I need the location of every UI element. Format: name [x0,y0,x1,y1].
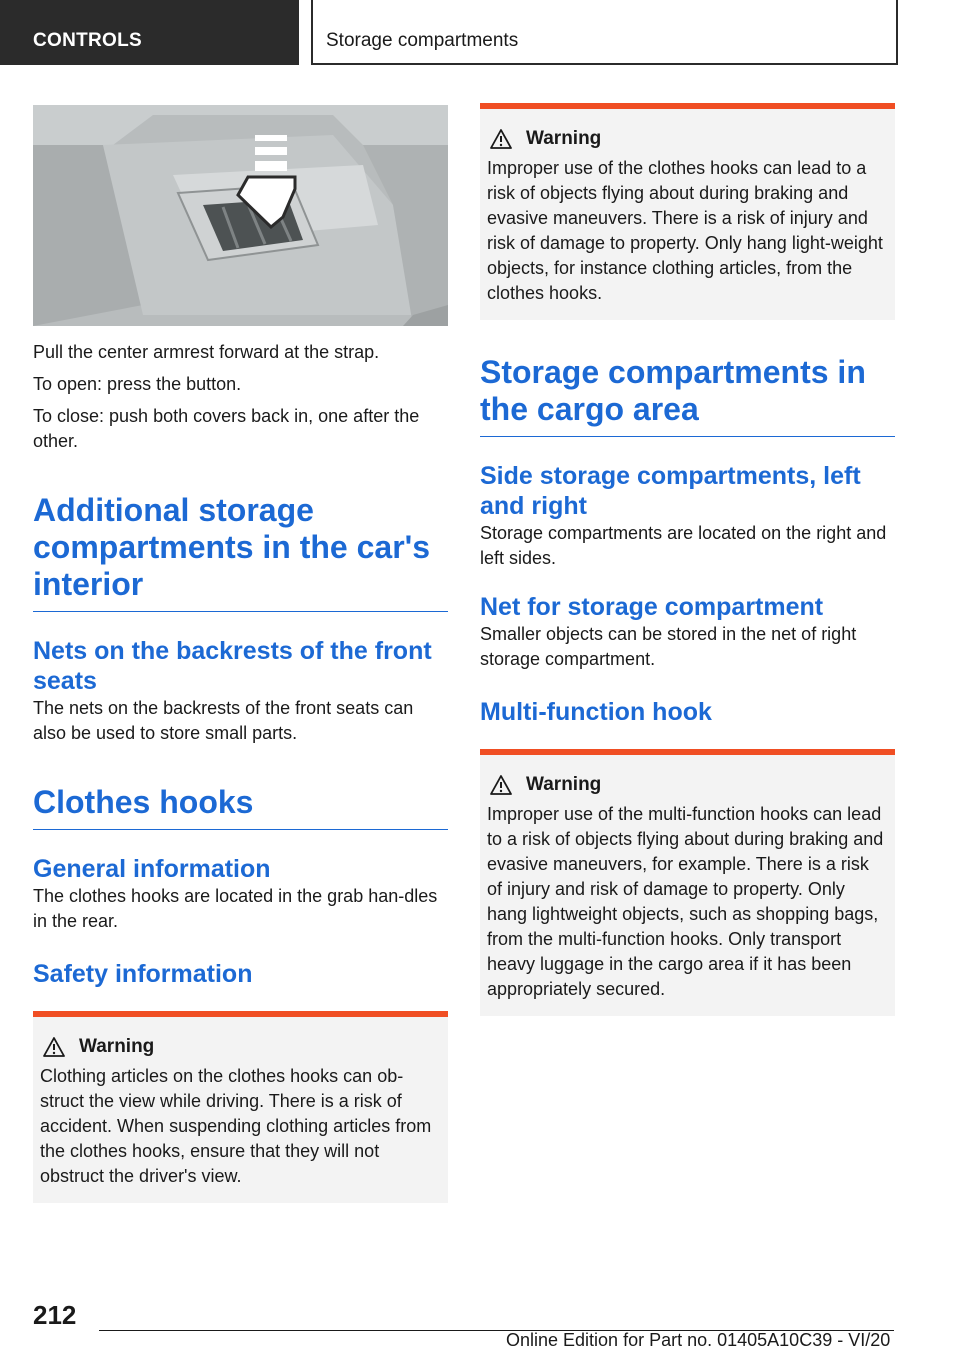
heading-cargo-area-storage: Storage compartments in the cargo area [480,354,895,437]
right-column [480,103,895,1016]
heading-safety-information: Safety information [33,960,253,988]
warning-triangle-icon [490,129,512,149]
section-title: CONTROLS [33,30,143,51]
heading-side-storage: Side storage compartments, left and right [480,462,861,520]
armrest-instruction: Pull the center armrest forward at the strap. [33,342,380,362]
warning-text: Improper use of the multi-function hooks can lead to a risk of objects flying about during braking and evasive maneuvers, for example. There is a risk of injury and risk of damage to property. Only hang lightweight objects, such as shopping bags, from the multi-function hooks. Only transport heavy luggage in the cargo area if it has been appropriately secured. [487,804,884,999]
heading-multi-function-hook: Multi-function hook [480,698,712,726]
warning-title: Warning [526,128,602,149]
warning-triangle-icon [43,1037,65,1057]
warning-text: Clothing articles on the clothes hooks can ob-struct the view while driving. There is a risk of accident. When suspending clothing articles from the clothes hooks, ensure that they will not obstruct the driver's view. [40,1066,432,1186]
heading-clothes-hooks: Clothes hooks [33,784,448,830]
armrest-arrow-illustration-icon [33,105,448,326]
general-description: The clothes hooks are located in the grab han-dles in the rear. [33,886,438,931]
heading-general-information: General information [33,855,271,883]
chapter-title: Storage compartments [326,30,519,51]
heading-net-storage: Net for storage compartment [480,593,824,621]
armrest-illustration [33,105,448,326]
edition-note: Online Edition for Part no. 01405A10C39 - VI/20 [506,1330,891,1350]
warning-title: Warning [79,1036,155,1057]
page-number: 212 [33,1300,77,1330]
nets-description: The nets on the backrests of the front seats can also be used to store small parts. [33,698,414,743]
warning-title: Warning [526,774,602,795]
heading-additional-storage: Additional storage compartments in the car's interior [33,492,448,612]
warning-box [480,749,895,1016]
net-storage-description: Smaller objects can be stored in the net of right storage compartment. [480,624,857,669]
warning-text: Improper use of the clothes hooks can lead to a risk of objects flying about during braking and evasive maneuvers. There is a risk of injury and risk of damage to property. Only hang light-weight objects, for instance clothing articles, from the clothes hooks. [487,158,883,303]
left-column [33,105,448,1203]
warning-box [33,1011,448,1203]
heading-nets-backrests: Nets on the backrests of the front seats [33,637,432,695]
side-storage-description: Storage compartments are located on the right and left sides. [480,523,887,568]
warning-box [480,103,895,320]
warning-triangle-icon [490,775,512,795]
open-instruction: To open: press the button. [33,374,242,394]
close-instruction: To close: push both covers back in, one after the other. [33,406,420,451]
